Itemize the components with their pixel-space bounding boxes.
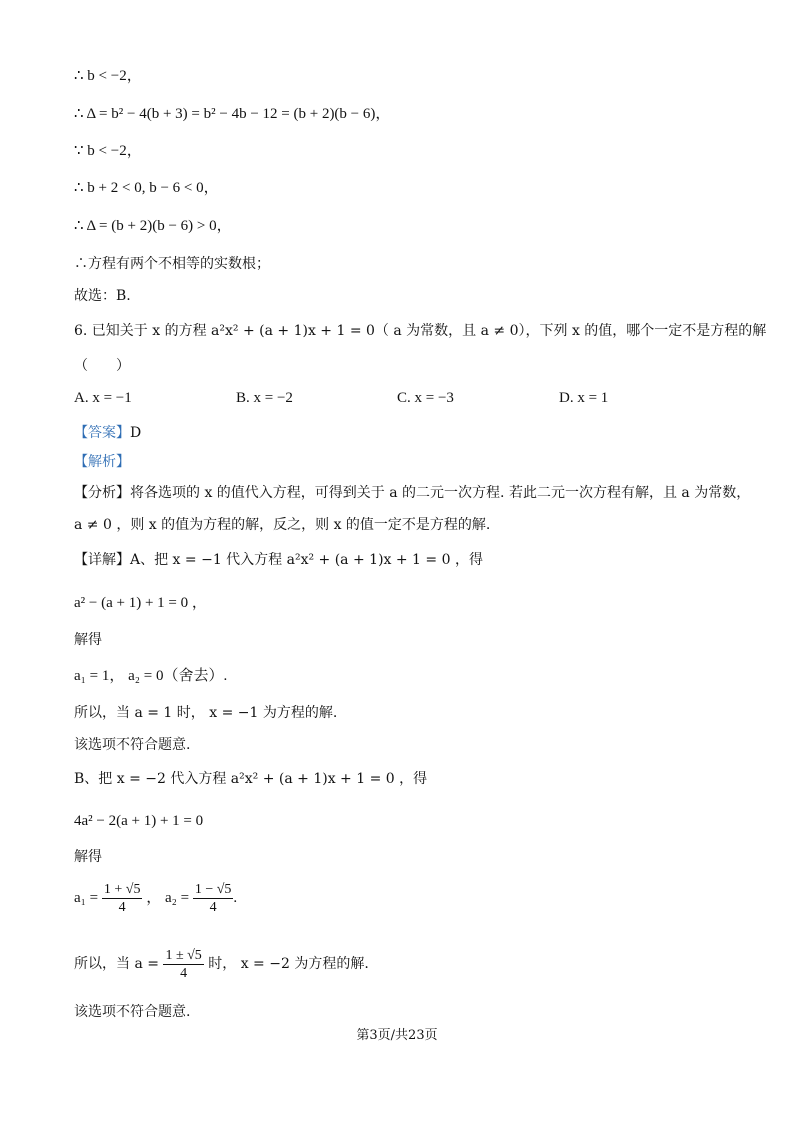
b-concl-den: 4	[180, 965, 188, 981]
detail-b-conclusion	[74, 946, 369, 982]
detail-a-equation: a² − (a + 1) + 1 = 0 ，	[74, 595, 207, 611]
b-concl-pre: 所以，当 a =	[74, 956, 159, 972]
analysis-heading: 【解析】	[74, 454, 130, 470]
b-root1-den: 4	[118, 900, 126, 916]
b-concl-post: 时， x = −2 为方程的解.	[208, 956, 369, 972]
detail-a-roots: a₁ = 1， a₂ = 0（舍去）.	[74, 668, 228, 684]
b-root1-lhs: a₁ =	[74, 890, 99, 906]
detail-solve-1: 解得	[74, 632, 102, 648]
detail-solve-2: 解得	[74, 849, 102, 865]
detail-a-verdict: 该选项不符合题意.	[74, 737, 191, 753]
step-b-less-than: ∴ b < −2，	[74, 68, 142, 84]
b-root1-fraction	[102, 881, 143, 916]
detail-a-conclusion: 所以，当 a = 1 时， x = −1 为方程的解.	[74, 705, 338, 721]
b-root-end: .	[233, 890, 238, 906]
analysis-text-2: a ≠ 0 ，则 x 的值为方程的解，反之，则 x 的值一定不是方程的解.	[74, 517, 491, 533]
option-a: A. x = −1	[74, 390, 132, 406]
b-root2-num: 1 − √5	[194, 882, 232, 898]
option-d: D. x = 1	[559, 390, 609, 406]
step-choice: 故选：B.	[74, 288, 131, 304]
analysis-tag: 【分析】	[74, 485, 130, 501]
answer-value: D	[130, 425, 142, 441]
b-concl-fraction	[163, 947, 203, 982]
detail-b-roots	[74, 880, 237, 916]
analysis-line-1	[74, 483, 750, 503]
detail-b-line: B、把 x = −2 代入方程 a²x² + (a + 1)x + 1 = 0 ，得	[74, 771, 428, 787]
step-discriminant: ∴ Δ = b² − 4(b + 3) = b² − 4b − 12 = (b + 2)(b − 6)，	[74, 106, 391, 122]
step-delta-positive: ∴ Δ = (b + 2)(b − 6) > 0，	[74, 218, 232, 234]
answer-line	[74, 423, 141, 443]
step-because: ∵ b < −2，	[74, 143, 142, 159]
detail-b-verdict: 该选项不符合题意.	[74, 1004, 191, 1020]
b-root-sep: ， a₂ =	[146, 890, 190, 906]
b-concl-num: 1 ± √5	[165, 947, 202, 963]
b-root2-den: 4	[209, 900, 217, 916]
step-signs: ∴ b + 2 < 0, b − 6 < 0，	[74, 180, 219, 196]
step-conclusion: ∴方程有两个不相等的实数根；	[74, 256, 270, 272]
page-number: 第3页/共23页	[356, 1028, 438, 1043]
analysis-text-1: 将各选项的 x 的值代入方程，可得到关于 a 的二元一次方程. 若此二元一次方程有解，且 a 为常数，	[130, 485, 751, 501]
option-b: B. x = −2	[236, 390, 293, 406]
answer-tag: 【答案】	[74, 425, 130, 441]
b-root2-fraction	[193, 881, 234, 916]
detail-tag: 【详解】	[74, 552, 130, 568]
detail-b-equation: 4a² − 2(a + 1) + 1 = 0	[74, 813, 204, 829]
question-paren: （ ）	[74, 358, 130, 374]
detail-a-text: A、把 x = −1 代入方程 a²x² + (a + 1)x + 1 = 0 ，得	[130, 552, 483, 568]
option-c: C. x = −3	[397, 390, 454, 406]
detail-a-line	[74, 550, 483, 570]
question-stem: 6. 已知关于 x 的方程 a²x² + (a + 1)x + 1 = 0（ a 为常数，且 a ≠ 0），下列 x 的值，哪个一定不是方程的解	[74, 323, 767, 339]
b-root1-num: 1 + √5	[103, 882, 141, 898]
